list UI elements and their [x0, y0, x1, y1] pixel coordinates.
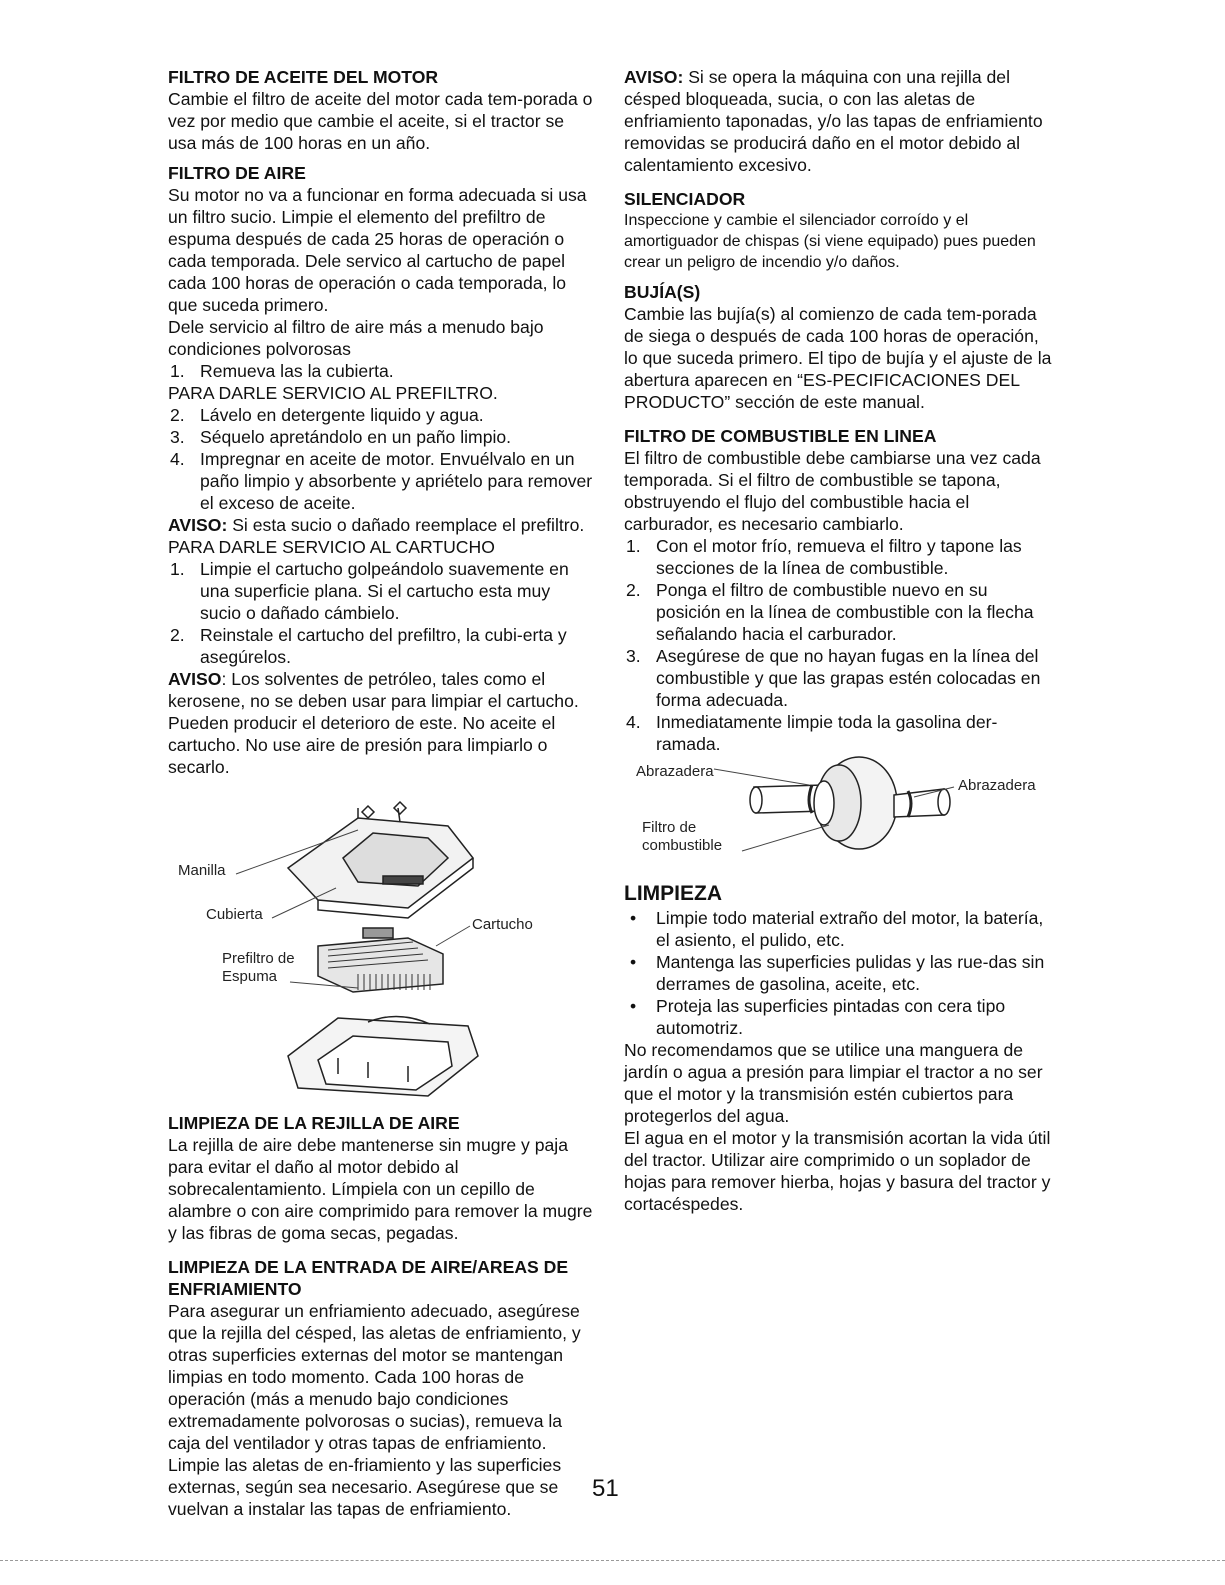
notice-text: : Los solventes de petróleo, tales como el kerosene, no se deben usar para limpiar el cartucho. Pueden producir el deterioro de este. No aceite el cartucho. No use aire de presión para limpiarlo o secarlo.: [168, 669, 579, 777]
air-filter-step-1: [168, 360, 596, 382]
engine-oil-filter-text: Cambie el filtro de aceite del motor cada tem-porada o vez por medio que cambie el aceite, si el tractor se usa más de 100 horas en un año.: [168, 89, 593, 153]
label-clamp-right: Abrazadera: [958, 777, 1036, 794]
label-fuel-filter-1: Filtro de: [642, 819, 697, 836]
list-item: • Proteja las superficies pintadas con cera tipo automotriz.: [630, 996, 1006, 1038]
step-text: Remueva las la cubierta.: [200, 361, 394, 381]
label-clamp-left: Abrazadera: [636, 763, 714, 780]
label-cartridge: Cartucho: [472, 916, 533, 933]
list-item: 2. Lávelo en detergente liquido y agua.: [170, 405, 484, 425]
notice-text: Si se opera la máquina con una rejilla del césped bloqueada, sucia, o con las aletas de enfriamiento taponadas, y/o las tapas de enfriamiento removidas se producirá daño en el motor debido al calentamiento excesivo.: [624, 67, 1043, 175]
air-filter-text: Su motor no va a funcionar en forma adecuada si usa un filtro sucio. Limpie el elemento del prefiltro de espuma después de cada 25 horas de operación o cada temporada. Dele servico al cartucho de papel cada 100 horas de operación o cada temporada, lo que suceda primero.: [168, 185, 587, 315]
prefilter-steps: [168, 404, 596, 514]
right-column: [624, 66, 1052, 1215]
fuel-filter-steps: [624, 535, 1052, 755]
notice-label: AVISO: [168, 669, 222, 689]
heading-engine-oil-filter: FILTRO DE ACEITE DEL MOTOR: [168, 67, 439, 87]
label-foam-prefilter-1: Prefiltro de: [222, 950, 295, 967]
label-handle: Manilla: [178, 862, 226, 879]
air-screen-cleaning-text: La rejilla de aire debe mantenerse sin mugre y paja para evitar el daño al motor debido al sobrecalentamiento. Límpiela con un cepillo de alambre o con aire comprimido para remover la mugre y las fibras de goma secas, pegadas.: [168, 1135, 593, 1243]
list-item: 2. Ponga el filtro de combustible nuevo en su posición en la línea de combustible con la flecha señalando hacia el carburador.: [626, 580, 1034, 644]
fuel-filter-illustration: [624, 755, 1052, 881]
cartridge-notice: [168, 668, 596, 778]
air-filter-illustration: [168, 778, 596, 1112]
list-item: 2. Reinstale el cartucho del prefiltro, la cubi-erta y asegúrelos.: [170, 625, 567, 667]
heading-air-screen-cleaning: LIMPIEZA DE LA REJILLA DE AIRE: [168, 1113, 460, 1133]
notice-label: AVISO:: [624, 67, 684, 87]
left-column: [168, 66, 596, 1520]
list-item: • Mantenga las superficies pulidas y las rue-das sin derrames de gasolina, aceite, etc.: [630, 952, 1045, 994]
overheat-notice: [624, 66, 1052, 176]
spark-plugs-text: Cambie las bujía(s) al comienzo de cada tem-porada de siega o después de cada 100 horas de operación, lo que suceda primero. El tipo de bujía y el ajuste de la abertura aparecen en “ES-PECIFICACIONES DEL PRODUCTO” sección de este manual.: [624, 304, 1052, 412]
heading-muffler: SILENCIADOR: [624, 189, 746, 209]
label-fuel-filter-2: combustible: [642, 837, 723, 854]
list-item: 4. Impregnar en aceite de motor. Envuélvalo en un paño limpio y absorbente y apriételo para remover el exceso de aceite.: [170, 449, 593, 513]
cleaning-bullets: [624, 907, 1052, 1039]
cartridge-steps: [168, 558, 596, 668]
heading-air-intake-cooling: LIMPIEZA DE LA ENTRADA DE AIRE/AREAS DE ENFRIAMIENTO: [168, 1257, 569, 1299]
air-intake-cooling-text: Para asegurar un enfriamiento adecuado, asegúrese que la rejilla del césped, las aletas de enfriamiento, y otras superficies externas del motor se mantengan limpias en todo momento. Cada 100 horas de operación (más a menudo bajo condiciones extremadamente polvorosas o sucias), remueva la caja del ventilador y otras tapas de enfriamiento. Limpie las aletas de en-friamiento y las superficies externas, según sea necesario. Asegúrese que se vuelvan a instalar las tapas de enfriamiento.: [168, 1301, 581, 1519]
heading-prefilter-service: PARA DARLE SERVICIO AL PREFILTRO.: [168, 383, 498, 403]
list-item: 4. Inmediatamente limpie toda la gasolina der-ramada.: [626, 712, 998, 754]
list-item: 1. Limpie el cartucho golpeándolo suavemente en una superficie plana. Si el cartucho esta muy sucio o dañado cámbielo.: [170, 559, 569, 623]
heading-spark-plugs: BUJÍA(S): [624, 282, 701, 302]
page-number: 51: [592, 1475, 619, 1502]
label-foam-prefilter-2: Espuma: [222, 968, 278, 985]
page-bottom-edge: [0, 1560, 1225, 1562]
notice-text: Si esta sucio o dañado reemplace el prefiltro.: [227, 515, 585, 535]
list-item: 3. Séquelo apretándolo en un paño limpio.: [170, 427, 512, 447]
air-filter-text-dusty: Dele servicio al filtro de aire más a menudo bajo condiciones polvorosas: [168, 317, 544, 359]
list-item: • Limpie todo material extraño del motor, la batería, el asiento, el pulido, etc.: [630, 908, 1044, 950]
fuel-filter-text: El filtro de combustible debe cambiarse una vez cada temporada. Si el filtro de combustible se tapona, obstruyendo el flujo del combustible hacia el carburador, es necesario cambiarlo.: [624, 448, 1041, 534]
cleaning-text-2: El agua en el motor y la transmisión acortan la vida útil del tractor. Utilizar aire comprimido o un soplador de hojas para remover hierba, hojas y basura del tractor y cortacéspedes.: [624, 1128, 1051, 1214]
list-item: 3. Asegúrese de que no hayan fugas en la línea del combustible y que las grapas estén colocadas en forma adecuada.: [626, 646, 1041, 710]
list-item: 1. Con el motor frío, remueva el filtro y tapone las secciones de la línea de combustible.: [626, 536, 1022, 578]
muffler-text: Inspeccione y cambie el silenciador corroído y el amortiguador de chispas (si viene equipado) pues pueden crear un peligro de incendio y/o daños.: [624, 212, 1036, 271]
heading-fuel-filter: FILTRO DE COMBUSTIBLE EN LINEA: [624, 426, 937, 446]
notice-label: AVISO:: [168, 515, 228, 535]
heading-air-filter: FILTRO DE AIRE: [168, 163, 306, 183]
cleaning-text-1: No recomendamos que se utilice una manguera de jardín o agua a presión para limpiar el tractor a no ser que el motor y la transmisión estén cubiertos para protegerlos del agua.: [624, 1040, 1043, 1126]
step-number: 1.: [170, 361, 185, 381]
air-filter-drawing: [168, 778, 596, 1112]
heading-cartridge-service: PARA DARLE SERVICIO AL CARTUCHO: [168, 537, 495, 557]
prefilter-notice: [168, 514, 596, 536]
label-cover: Cubierta: [206, 906, 263, 923]
heading-cleaning: LIMPIEZA: [624, 882, 722, 905]
